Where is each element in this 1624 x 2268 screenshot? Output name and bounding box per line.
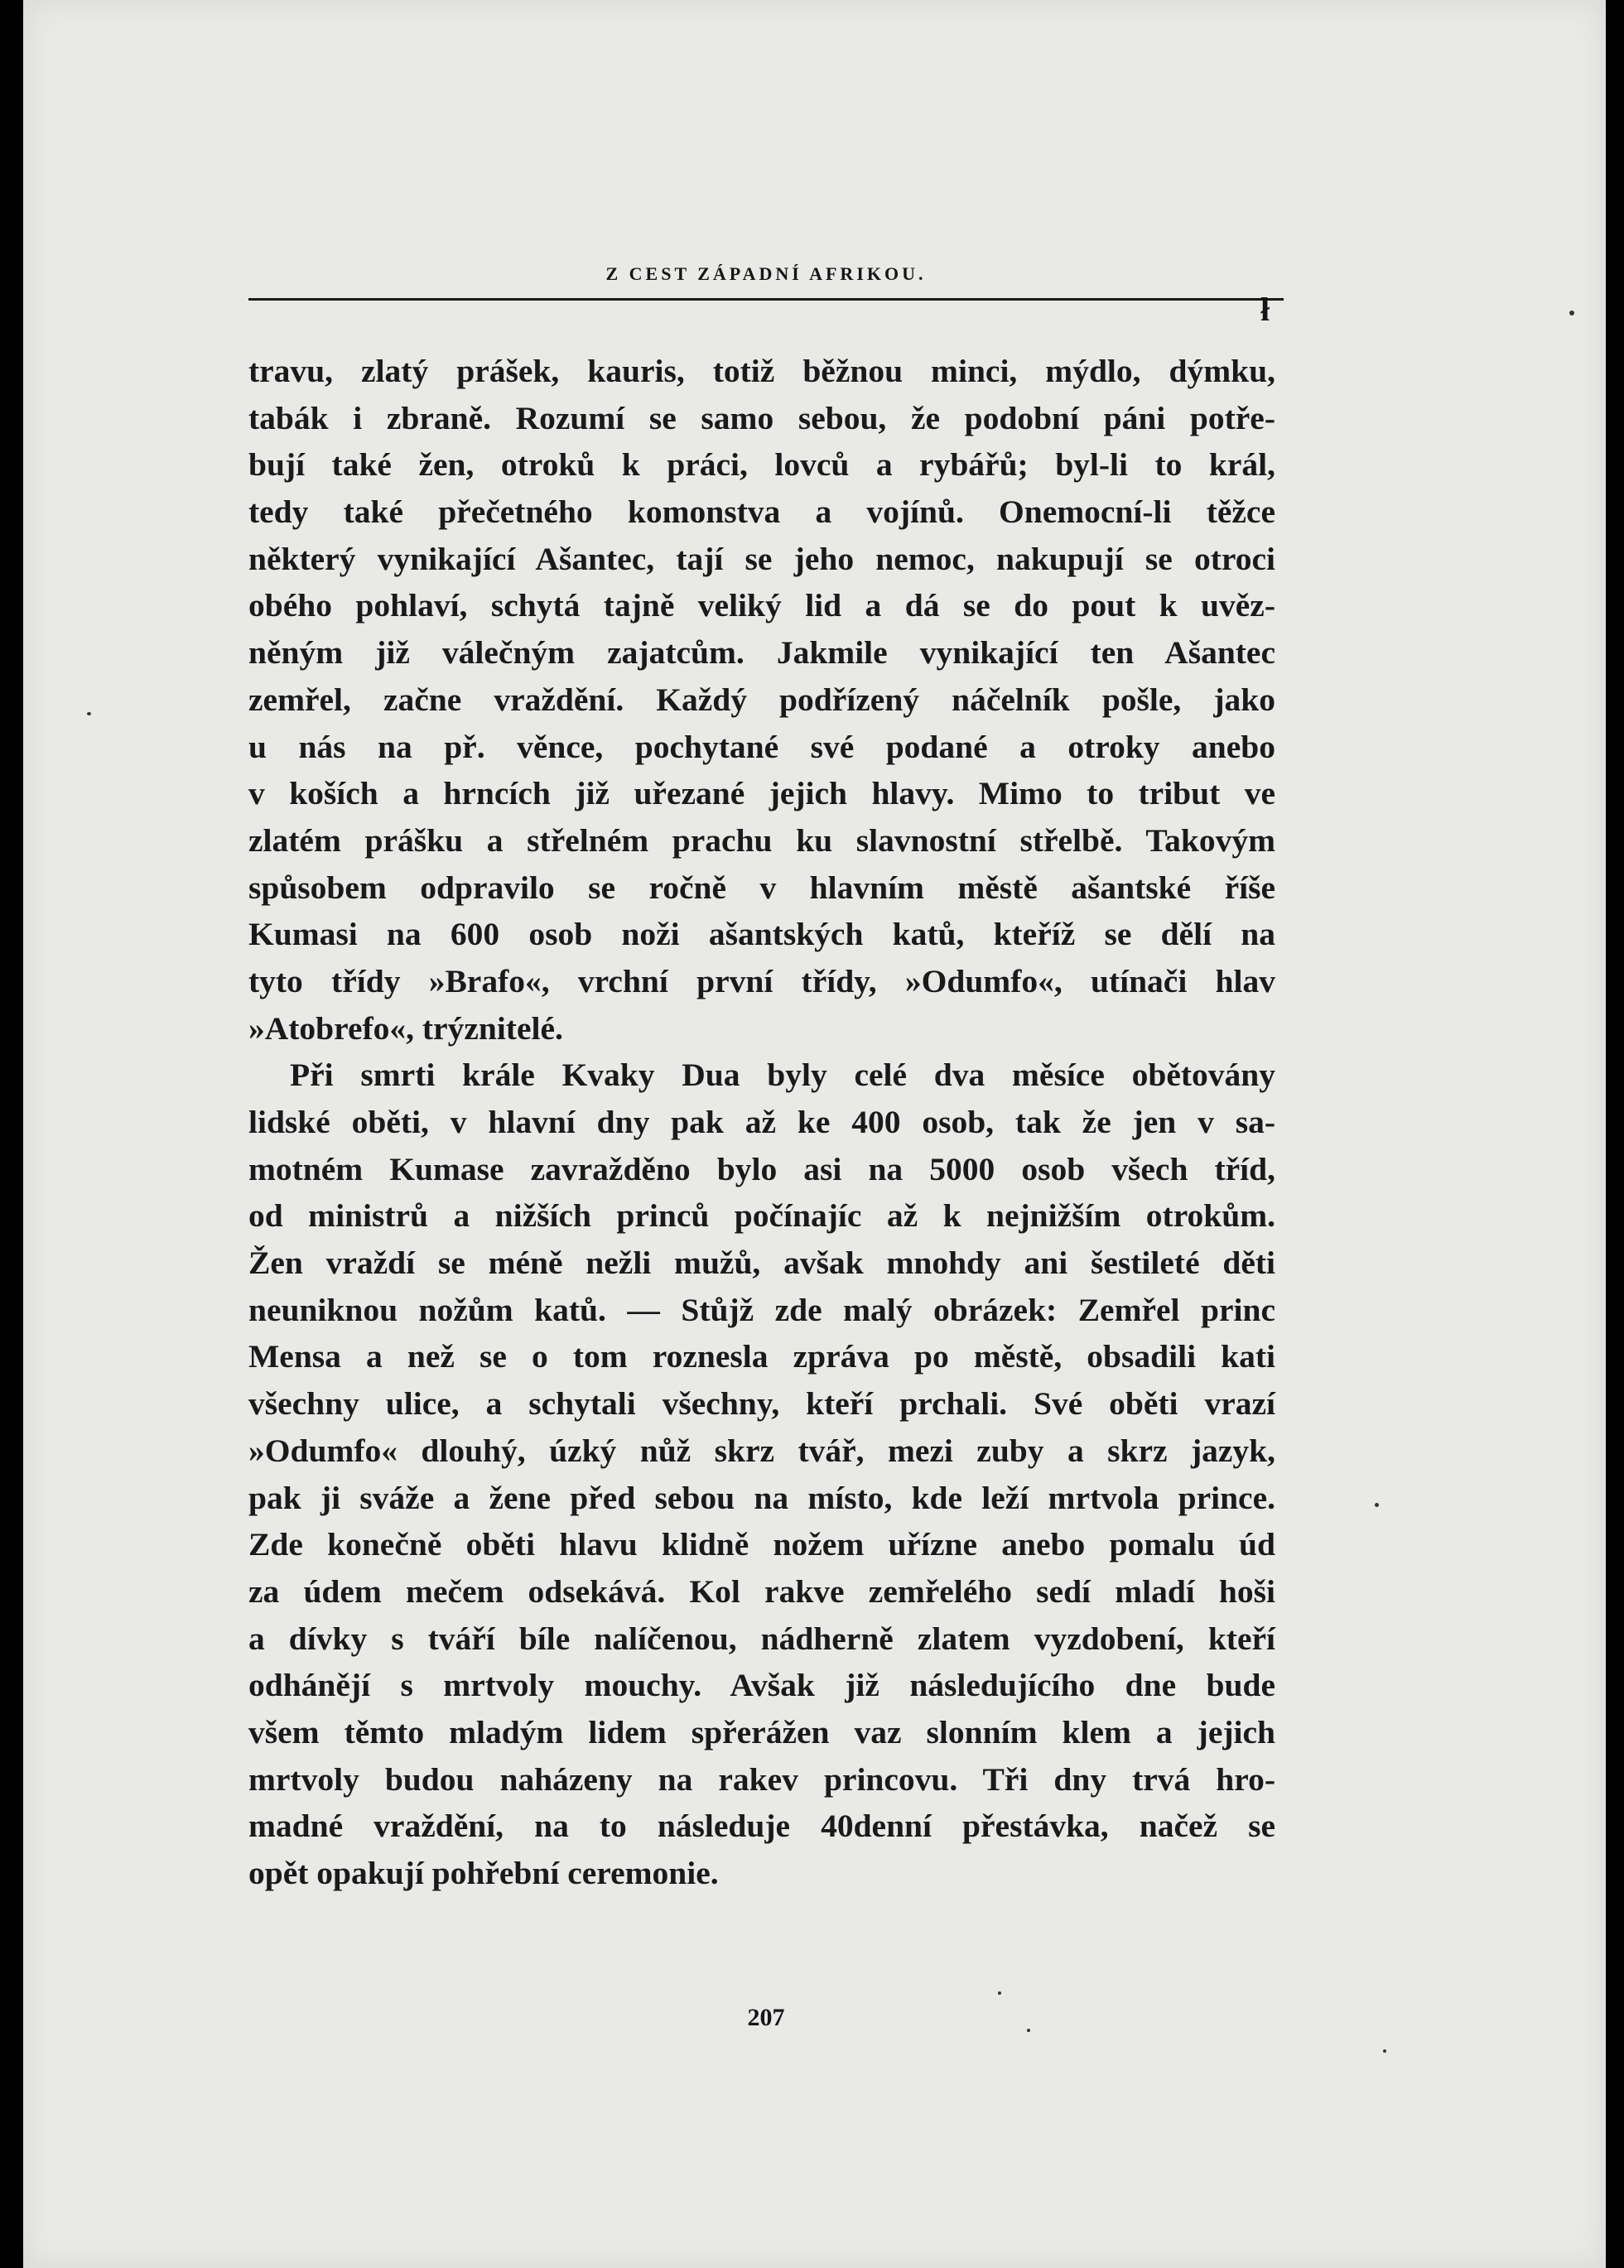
scan-speck — [87, 712, 91, 715]
text-line: zlatém prášku a střelném prachu ku slavnostní střelbě. Takovým — [248, 821, 1275, 859]
body-text — [248, 348, 1275, 1897]
page-number: 207 — [747, 2004, 785, 2031]
text-line: obého pohlaví, schytá tajně veliký lid a dá se do pout k uvěz- — [248, 587, 1275, 624]
text-line: Žen vraždí se méně nežli mužů, avšak mnohdy ani šestileté děti — [248, 1245, 1275, 1282]
scan-speck — [998, 1991, 1001, 1995]
text-line: Zde konečně oběti hlavu klidně nožem uřízne anebo pomalu úd — [248, 1526, 1275, 1563]
text-line: Kumasi na 600 osob noži ašantských katů, kteříž se dělí na — [248, 916, 1275, 953]
scan-speck — [1569, 311, 1574, 315]
text-line: »Odumfo« dlouhý, úzký nůž skrz tvář, mezi zuby a skrz jazyk, — [248, 1432, 1275, 1469]
text-line: neuniknou nožům katů. — Stůjž zde malý obrázek: Zemřel princ — [248, 1291, 1275, 1328]
text-line: od ministrů a nižších princů počínajíc až k nejnižším otrokům. — [248, 1197, 1275, 1235]
text-line: odhánějí s mrtvoly mouchy. Avšak již následujícího dne bude — [248, 1667, 1275, 1704]
text-line: za údem mečem odsekává. Kol rakve zemřelého sedí mladí hoši — [248, 1572, 1275, 1610]
text-line: madné vraždění, na to následuje 40denní přestávka, načež se — [248, 1808, 1275, 1845]
text-line: tedy také přečetného komonstva a vojínů. Onemocní-li těžce — [248, 494, 1275, 531]
text-line: některý vynikající Ašantec, tají se jeho nemoc, nakupují se otroci — [248, 540, 1275, 577]
scan-speck — [1383, 2049, 1386, 2053]
text-line: mrtvoly budou naházeny na rakev princovu. Tři dny trvá hro- — [248, 1760, 1275, 1798]
text-line: něným již válečným zajatcům. Jakmile vynikající ten Ašantec — [248, 634, 1275, 672]
text-line: Při smrti krále Kvaky Dua byly celé dva měsíce obětovány — [290, 1057, 1275, 1094]
text-line: tyto třídy »Brafo«, vrchní první třídy, »Odumfo«, utínači hlav — [248, 962, 1275, 999]
scan-speck — [1375, 1503, 1379, 1507]
text-line: všechny ulice, a schytali všechny, kteří prchali. Své oběti vrazí — [248, 1385, 1275, 1423]
running-head: Z CEST ZÁPADNÍ AFRIKOU. — [605, 263, 927, 284]
header-rule — [248, 298, 1284, 301]
text-line: opět opakují pohřební ceremonie. — [248, 1855, 719, 1891]
paragraph-1 — [248, 348, 1275, 1052]
text-line: travu, zlatý prášek, kauris, totiž běžnou minci, mýdlo, dýmku, — [248, 353, 1275, 389]
text-line: u nás na př. věnce, pochytané své podané a otroky anebo — [248, 728, 1275, 765]
text-line: a dívky s tváří bíle nalíčenou, nádherně zlatem vyzdobení, kteří — [248, 1620, 1275, 1657]
paragraph-2 — [248, 1052, 1275, 1896]
text-line: spůsobem odpravilo se ročně v hlavním městě ašantské říše — [248, 869, 1275, 906]
text-line: tabák i zbraně. Rozumí se samo sebou, že podobní páni potře- — [248, 399, 1275, 436]
text-line: Mensa a než se o tom roznesla zpráva po městě, obsadili kati — [248, 1338, 1275, 1375]
scan-speck — [1027, 2029, 1030, 2032]
text-line: lidské oběti, v hlavní dny pak až ke 400 osob, tak že jen v sa- — [248, 1104, 1275, 1140]
text-line: v koších a hrncích již uřezané jejich hlavy. Mimo to tribut ve — [248, 775, 1275, 812]
scan-left-edge — [0, 0, 25, 2268]
text-line: »Atobrefo«, trýznitelé. — [248, 1009, 563, 1047]
text-line: pak ji sváže a žene před sebou na místo, kde leží mrtvola prince. — [248, 1479, 1275, 1516]
text-line: motném Kumase zavražděno bylo asi na 5000 osob všech tříd, — [248, 1150, 1275, 1187]
text-line: bují také žen, otroků k práci, lovců a rybářů; byl-li to král, — [248, 446, 1275, 484]
text-line: zemřel, začne vraždění. Každý podřízený náčelník pošle, jako — [248, 681, 1275, 718]
header-mark: ł — [1260, 291, 1270, 328]
text-line: všem těmto mladým lidem spřerážen vaz slonním klem a jejich — [248, 1713, 1275, 1750]
